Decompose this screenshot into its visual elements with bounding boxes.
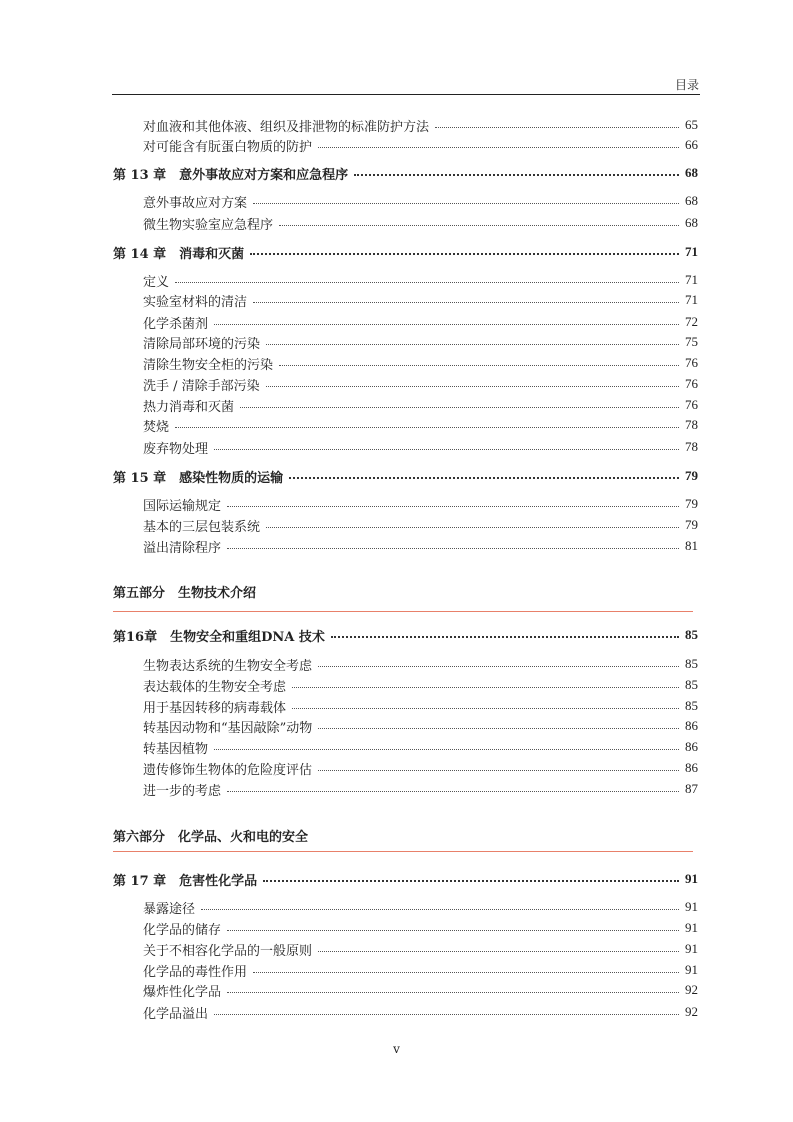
entry-page: 76: [685, 355, 698, 370]
dot-leader: [331, 636, 679, 638]
dot-leader: [227, 992, 679, 993]
entry-page: 86: [685, 760, 698, 775]
entry-title: 关于不相容化学品的一般原则: [143, 943, 313, 959]
entry-page: 76: [685, 397, 698, 412]
entry-page: 91: [685, 871, 698, 886]
entry-title: 意外事故应对方案: [143, 195, 248, 211]
entry-page: 91: [685, 962, 698, 977]
dot-leader: [175, 427, 679, 428]
entry-title: 第16章 生物安全和重组DNA 技术: [113, 629, 325, 645]
entry-page: 91: [685, 920, 698, 935]
entry-title: 第 14 章 消毒和灭菌: [113, 246, 245, 262]
entry-title: 对可能含有朊蛋白物质的防护: [143, 139, 313, 155]
entry-page: 78: [685, 417, 698, 432]
toc-chapter-entry[interactable]: [113, 869, 698, 889]
entry-title: 溢出清除程序: [143, 540, 222, 556]
toc-section-entry[interactable]: [143, 918, 698, 938]
dot-leader: [227, 548, 679, 549]
entry-title: 第 13 章 意外事故应对方案和应急程序: [113, 167, 349, 183]
toc-section-entry[interactable]: [143, 415, 698, 435]
entry-title: 热力消毒和灭菌: [143, 399, 235, 415]
toc-section-entry[interactable]: [143, 758, 698, 778]
entry-title: 转基因植物: [143, 741, 209, 757]
dot-leader: [253, 972, 679, 973]
dot-leader: [201, 909, 679, 910]
entry-title: 微生物实验室应急程序: [143, 217, 274, 233]
dot-leader: [214, 1014, 679, 1015]
part-rule: [113, 851, 693, 852]
entry-title: 暴露途径: [143, 901, 196, 917]
dot-leader: [227, 506, 679, 507]
dot-leader: [318, 147, 679, 148]
toc-chapter-entry[interactable]: [113, 163, 698, 183]
toc-section-entry[interactable]: [143, 270, 698, 290]
entry-title: 清除局部环境的污染: [143, 336, 261, 352]
entry-title: 表达载体的生物安全考虑: [143, 679, 287, 695]
entry-title: 化学品的储存: [143, 922, 222, 938]
toc-section-entry[interactable]: [143, 696, 698, 716]
entry-title: 化学杀菌剂: [143, 316, 209, 332]
entry-page: 68: [685, 215, 698, 230]
dot-leader: [266, 344, 679, 345]
entry-title: 进一步的考虑: [143, 783, 222, 799]
entry-page: 65: [685, 117, 698, 132]
entry-page: 72: [685, 314, 698, 329]
dot-leader: [253, 302, 679, 303]
toc-section-entry[interactable]: [143, 395, 698, 415]
dot-leader: [318, 951, 679, 952]
dot-leader: [175, 282, 679, 283]
toc-section-entry[interactable]: [143, 980, 698, 1000]
dot-leader: [266, 527, 679, 528]
toc-section-entry[interactable]: [143, 897, 698, 917]
entry-page: 86: [685, 718, 698, 733]
entry-page: 79: [685, 496, 698, 511]
toc-section-entry[interactable]: [143, 737, 698, 757]
entry-page: 92: [685, 982, 698, 997]
dot-leader: [279, 225, 679, 226]
toc-section-entry[interactable]: [143, 960, 698, 980]
entry-page: 71: [685, 244, 698, 259]
entry-title: 化学品溢出: [143, 1006, 209, 1022]
entry-page: 85: [685, 677, 698, 692]
toc-section-entry[interactable]: [143, 191, 698, 211]
toc-section-entry[interactable]: [143, 312, 698, 332]
entry-page: 85: [685, 627, 698, 642]
entry-title: 第 15 章 感染性物质的运输: [113, 470, 284, 486]
toc-chapter-entry[interactable]: [113, 242, 698, 262]
part-heading: 第六部分 化学品、火和电的安全: [113, 830, 309, 845]
toc-section-entry[interactable]: [143, 135, 698, 155]
dot-leader: [318, 666, 679, 667]
entry-page: 92: [685, 1004, 698, 1019]
toc-section-entry[interactable]: [143, 536, 698, 556]
toc-section-entry[interactable]: [143, 437, 698, 457]
entry-page: 91: [685, 899, 698, 914]
toc-section-entry[interactable]: [143, 290, 698, 310]
entry-title: 洗手 / 清除手部污染: [143, 378, 260, 394]
toc-section-entry[interactable]: [143, 374, 698, 394]
toc-section-entry[interactable]: [143, 939, 698, 959]
toc-section-entry[interactable]: [143, 515, 698, 535]
toc-section-entry[interactable]: [143, 716, 698, 736]
entry-title: 化学品的毒性作用: [143, 964, 248, 980]
toc-section-entry[interactable]: [143, 654, 698, 674]
entry-title: 用于基因转移的病毒载体: [143, 700, 287, 716]
entry-page: 66: [685, 137, 698, 152]
header-rule: [112, 94, 700, 95]
entry-title: 定义: [143, 274, 170, 290]
part-rule: [113, 611, 693, 612]
dot-leader: [263, 880, 679, 882]
entry-title: 国际运输规定: [143, 498, 222, 514]
entry-title: 爆炸性化学品: [143, 984, 222, 1000]
entry-title: 遗传修饰生物体的危险度评估: [143, 762, 313, 778]
toc-section-entry[interactable]: [143, 353, 698, 373]
toc-section-entry[interactable]: [143, 1002, 698, 1022]
toc-section-entry[interactable]: [143, 779, 698, 799]
dot-leader: [289, 477, 679, 479]
toc-section-entry[interactable]: [143, 213, 698, 233]
entry-title: 转基因动物和“基因敲除”动物: [143, 720, 313, 736]
entry-title: 基本的三层包装系统: [143, 519, 261, 535]
entry-page: 91: [685, 941, 698, 956]
entry-title: 实验室材料的清洁: [143, 294, 248, 310]
dot-leader: [292, 708, 679, 709]
entry-page: 87: [685, 781, 698, 796]
entry-title: 焚烧: [143, 419, 170, 435]
entry-page: 79: [685, 517, 698, 532]
dot-leader: [279, 365, 679, 366]
part-heading: 第五部分 生物技术介绍: [113, 586, 257, 601]
dot-leader: [214, 324, 679, 325]
entry-page: 71: [685, 292, 698, 307]
entry-title: 废弃物处理: [143, 441, 209, 457]
dot-leader: [266, 386, 679, 387]
dot-leader: [250, 253, 679, 255]
dot-leader: [292, 687, 679, 688]
entry-title: 生物表达系统的生物安全考虑: [143, 658, 313, 674]
entry-page: 86: [685, 739, 698, 754]
dot-leader: [253, 203, 679, 204]
dot-leader: [318, 728, 679, 729]
entry-page: 85: [685, 698, 698, 713]
dot-leader: [214, 749, 679, 750]
dot-leader: [318, 770, 679, 771]
toc-section-entry[interactable]: [143, 494, 698, 514]
dot-leader: [435, 127, 679, 128]
entry-title: 对血液和其他体液、组织及排泄物的标准防护方法: [143, 119, 430, 135]
page-number: v: [393, 1042, 400, 1056]
toc-section-entry[interactable]: [143, 675, 698, 695]
toc-chapter-entry[interactable]: [113, 625, 698, 645]
dot-leader: [354, 174, 679, 176]
entry-page: 68: [685, 193, 698, 208]
entry-page: 76: [685, 376, 698, 391]
entry-page: 85: [685, 656, 698, 671]
entry-title: 第 17 章 危害性化学品: [113, 873, 258, 889]
entry-page: 79: [685, 468, 698, 483]
entry-page: 78: [685, 439, 698, 454]
toc-section-entry[interactable]: [143, 332, 698, 352]
entry-page: 71: [685, 272, 698, 287]
toc-chapter-entry[interactable]: [113, 466, 698, 486]
dot-leader: [214, 449, 679, 450]
entry-page: 75: [685, 334, 698, 349]
entry-page: 81: [685, 538, 698, 553]
toc-section-entry[interactable]: [143, 115, 698, 135]
running-header: 目录: [674, 78, 699, 92]
dot-leader: [227, 930, 679, 931]
entry-title: 清除生物安全柜的污染: [143, 357, 274, 373]
dot-leader: [227, 791, 679, 792]
dot-leader: [240, 407, 679, 408]
entry-page: 68: [685, 165, 698, 180]
